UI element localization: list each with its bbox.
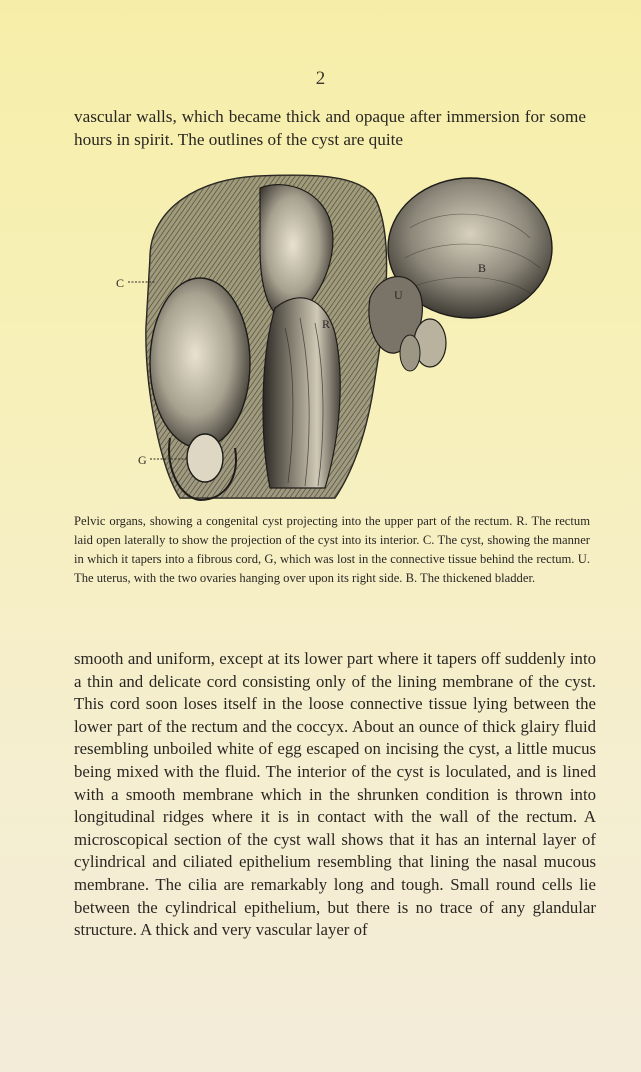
figure-caption: Pelvic organs, showing a congenital cyst projecting into the upper part of the rectum. R. The rectum laid open laterally to show the projection of the cyst into its interior. C. The cyst, showing the manner in which it tapers into a fibrous cord, G, which was lost in the connective tissue behind the rectum. U. The uterus, with the two ovaries hanging over upon its right side. B. The thickened bladder. [74,514,590,585]
figure-label-b: B [478,261,487,275]
figure-label-g: G [138,453,147,467]
figure-label-r: R [322,317,331,331]
page-number: 2 [315,68,326,89]
figure-label-u: U [394,288,403,302]
figure-label-c: C [116,276,125,290]
ovary-2 [400,335,420,371]
top-paragraph: vascular walls, which became thick and opaque after immersion for some hours in spirit. The outlines of the cyst are quite [74,107,586,149]
main-paragraph: smooth and uniform, except at its lower part where it tapers off suddenly into a thin and delicate cord consisting only of the lining membrane of the cyst. This cord soon loses itself in the loose connective tissue lying between the lower part of the rectum and the coccyx. About an ounce of thick glairy fluid resembling unboiled white of egg escaped on incising the cyst, a little mucus being mixed with the fluid. The interior of the cyst is loculated, and is lined with a smooth membrane which in the shrunken condition is thrown into longitudinal ridges where it is in contact with the wall of the rectum. A microscopical section of the cyst wall shows that it has an internal layer of cylindrical and ciliated epithelium resembling that lining the nasal mucous membrane. The cilia are remarkably long and tough. Small round cells lie between the cylindrical epithelium, but there is no trace of any glandular structure. A thick and very vascular layer of [74,649,596,940]
cyst-c [150,278,250,448]
pelvic-organs-illustration [110,168,560,508]
cord-g [187,434,223,482]
